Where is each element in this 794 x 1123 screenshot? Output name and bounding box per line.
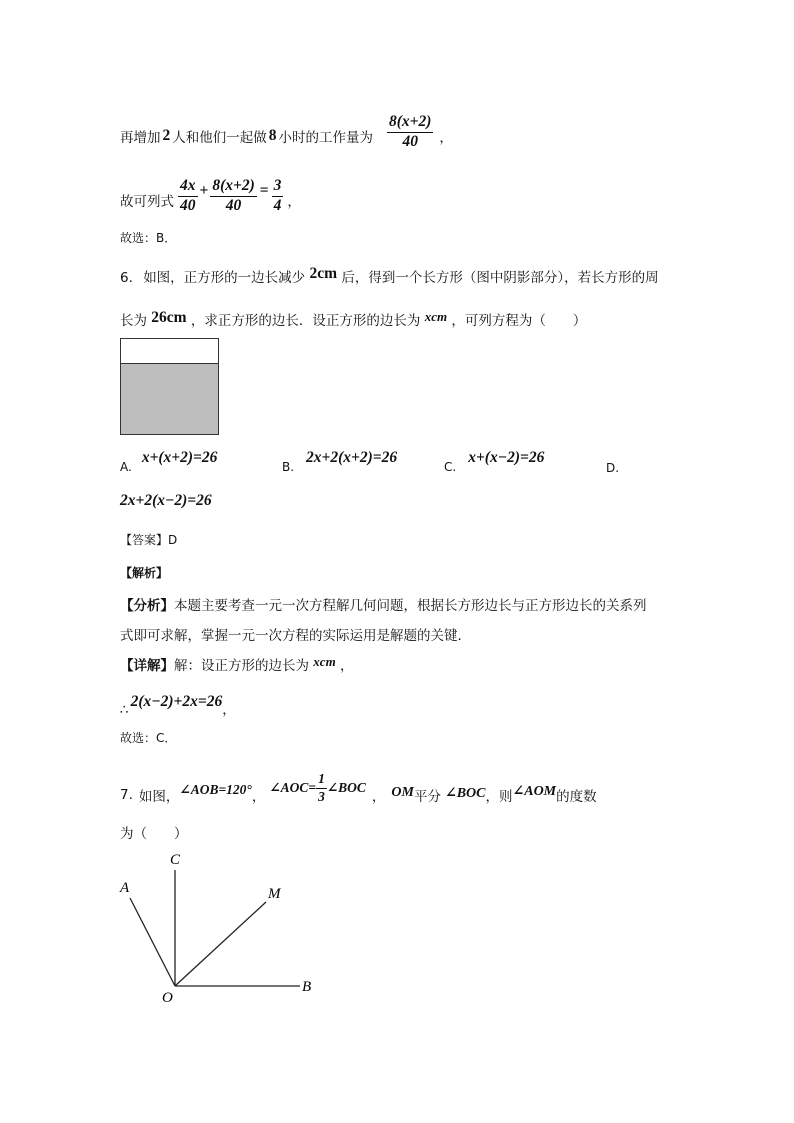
option-expression: 2x+2(x+2)=26 bbox=[306, 449, 398, 466]
q7-number: 7. bbox=[120, 787, 133, 803]
q7-angle-figure bbox=[110, 848, 330, 1008]
label-b: B bbox=[302, 979, 312, 995]
option-label: C. bbox=[444, 460, 457, 474]
q6-line2 bbox=[120, 309, 586, 330]
equals-sign: = bbox=[259, 182, 269, 199]
q6-answer: 【答案】D bbox=[120, 533, 178, 547]
q7-angle-aob: ∠AOB=120° bbox=[179, 782, 252, 797]
option-label: A. bbox=[120, 460, 132, 474]
q7-om: OM bbox=[391, 785, 414, 800]
fraction-denominator: 40 bbox=[225, 196, 242, 214]
q7-comma2: ， bbox=[371, 789, 386, 805]
q6-figure-square bbox=[120, 338, 219, 435]
prev-line1-n2: 2 bbox=[162, 127, 171, 144]
q6-analysis bbox=[120, 594, 647, 614]
label-o: O bbox=[162, 990, 173, 1006]
q6-line2-val: 26cm bbox=[151, 309, 187, 326]
q7-aom: ∠AOM bbox=[512, 783, 557, 799]
prev-line1-comma: ， bbox=[439, 130, 453, 146]
fraction-denominator: 40 bbox=[402, 132, 418, 150]
option-expression: x+(x−2)=26 bbox=[468, 449, 545, 466]
q6-detail-comma: ， bbox=[339, 658, 354, 674]
q6-detail bbox=[120, 654, 353, 674]
prev-line1-end: 小时的工作量为 bbox=[278, 130, 373, 146]
q6-line1-a: 如图，正方形的一边长减少 bbox=[143, 270, 306, 286]
prev-line1 bbox=[120, 108, 453, 164]
therefore-symbol: ∴ bbox=[120, 702, 129, 718]
q6-choose: 故选：C． bbox=[120, 731, 177, 745]
eq-fraction-c bbox=[272, 178, 284, 214]
ray-oa bbox=[130, 898, 175, 986]
fraction-numerator: 8(x+2) bbox=[210, 178, 256, 196]
fraction-numerator: 1 bbox=[316, 772, 327, 788]
prev-line2 bbox=[120, 168, 301, 214]
label-c: C bbox=[170, 852, 181, 868]
q7-degree-of: 的度数 bbox=[556, 789, 597, 805]
q7-then: ，则 bbox=[485, 789, 513, 805]
q6-line2-b: ，求正方形的边长．设正方形的边长为 bbox=[190, 313, 421, 329]
q7-aoc-left: ∠AOC= bbox=[269, 780, 317, 795]
q6-option-d-label[interactable]: D. bbox=[606, 461, 620, 475]
option-label: B. bbox=[282, 460, 295, 474]
eq-fraction-a bbox=[178, 178, 198, 214]
q6-line1 bbox=[120, 266, 659, 287]
fraction-numerator: 4x bbox=[178, 178, 198, 196]
q6-detail-text: 解：设正方形的边长为 bbox=[174, 658, 309, 674]
label-m: M bbox=[268, 886, 281, 902]
q7-fraction bbox=[316, 772, 327, 803]
fraction-denominator: 3 bbox=[318, 788, 325, 804]
q6-line1-val: 2cm bbox=[309, 265, 338, 282]
q6-analysis-title: 【解析】 bbox=[120, 566, 169, 580]
q7-aoc-right: ∠BOC bbox=[326, 780, 366, 795]
label-a: A bbox=[120, 880, 130, 896]
q6-line2-var: xcm bbox=[424, 309, 448, 324]
prev-line2-comma: ， bbox=[287, 194, 301, 210]
q6-option-b[interactable] bbox=[282, 449, 398, 474]
q6-detail-var: xcm bbox=[313, 654, 336, 669]
q7-line1-a: 如图， bbox=[138, 789, 180, 805]
q6-detail-eq: 2(x−2)+2x=26 bbox=[130, 693, 223, 710]
prev-choose: 故选：B． bbox=[120, 231, 177, 245]
prev-fraction-work bbox=[387, 114, 433, 150]
q6-analysis-text1: 本题主要考查一元一次方程解几何问题，根据长方形边长与正方形边长的关系列 bbox=[174, 598, 647, 614]
q7-bisect: 平分 bbox=[413, 789, 441, 805]
fraction-numerator: 3 bbox=[272, 178, 284, 196]
q7-line1 bbox=[120, 770, 597, 820]
q6-option-d-expression[interactable]: 2x+2(x−2)=26 bbox=[120, 492, 212, 509]
q6-detail-label: 【详解】 bbox=[120, 658, 174, 674]
q6-line2-a: 长为 bbox=[120, 313, 147, 329]
prev-line1-text: 再增加 bbox=[120, 130, 161, 146]
ray-om bbox=[175, 902, 266, 986]
q6-line1-b: 后，得到一个长方形（图中阴影部分），若长方形的周 bbox=[341, 270, 659, 286]
q7-comma: ， bbox=[251, 789, 266, 805]
fraction-numerator: 8(x+2) bbox=[387, 114, 433, 132]
q6-analysis-line2: 式即可求解，掌握一元一次方程的实际运用是解题的关键． bbox=[120, 628, 471, 644]
fraction-denominator: 40 bbox=[180, 196, 196, 214]
q6-option-a[interactable] bbox=[120, 449, 218, 474]
q7-line2: 为（ ） bbox=[120, 826, 188, 842]
fraction-denominator: 4 bbox=[273, 196, 282, 214]
option-expression: x+(x+2)=26 bbox=[141, 449, 218, 466]
q6-figure-shaded-rectangle bbox=[121, 363, 218, 434]
q6-number: 6. bbox=[120, 270, 133, 286]
plus-sign: + bbox=[199, 182, 209, 199]
q6-analysis-label: 【分析】 bbox=[120, 598, 174, 614]
prev-line2-text: 故可列式 bbox=[120, 194, 174, 210]
eq-fraction-b bbox=[210, 178, 256, 214]
q6-option-c[interactable] bbox=[444, 449, 545, 474]
prev-line1-mid: 人和他们一起做 bbox=[172, 130, 267, 146]
q6-line2-c: ，可列方程为（ ） bbox=[451, 313, 587, 329]
q7-boc: ∠BOC bbox=[444, 785, 486, 801]
prev-line1-n8: 8 bbox=[268, 127, 277, 144]
q6-detail-end: ， bbox=[222, 702, 236, 718]
q6-detail-equation bbox=[120, 690, 236, 718]
